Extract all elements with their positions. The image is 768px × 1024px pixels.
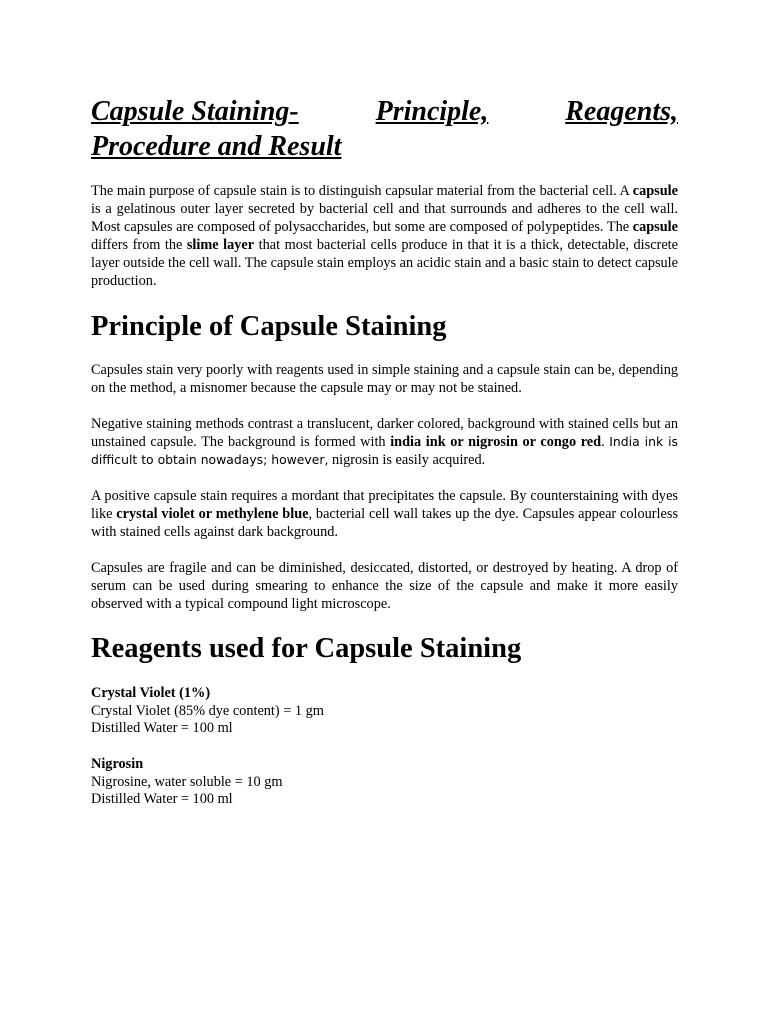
intro-text-2: is a gelatinous outer layer secreted by bacterial cell and that surrounds and adheres to the cell wall. Most capsules are composed of polysaccharides, but some are composed of polypeptides. The: [91, 201, 678, 235]
intro-bold-slime-layer: slime layer: [186, 237, 255, 253]
reagent-line: Nigrosine, water soluble = 10 gm: [91, 773, 283, 790]
principle-paragraph-2: [91, 415, 678, 469]
principle-paragraph-1: Capsules stain very poorly with reagents used in simple staining and a capsule stain can be, depending on the method, a misnomer because the capsule may or may not be stained.: [91, 362, 678, 396]
title-word-2: Principle,: [375, 96, 489, 127]
intro-text-3: differs from the: [91, 237, 187, 253]
reagent-line: Distilled Water = 100 ml: [91, 791, 233, 807]
principle-p2-sans-text: India ink is difficult to obtain nowadays; however,: [91, 434, 678, 467]
principle-paragraph-4: Capsules are fragile and can be diminished, desiccated, distorted, or destroyed by heating. A drop of serum can be used during smearing to enhance the size of the capsule and make it more easily observed with a typical compound light microscope.: [91, 560, 678, 612]
principle-p2-bold: india ink or nigrosin or congo red: [390, 434, 602, 450]
title-word-3: Reagents,: [565, 96, 678, 127]
reagent-crystal-violet: [91, 685, 678, 738]
principle-p2-text-2: .: [601, 434, 610, 450]
title-line-1: [91, 94, 678, 129]
reagents-heading: Reagents used for Capsule Staining: [91, 633, 522, 664]
intro-text-1: The main purpose of capsule stain is to distinguish capsular material from the bacterial cell. A: [91, 183, 633, 199]
reagent-name: Crystal Violet (1%): [91, 685, 211, 701]
principle-p3-bold: crystal violet or methylene blue: [116, 506, 309, 522]
intro-text-4: that most bacterial cells produce in that it is a thick, detectable, discrete layer outside the cell wall. The capsule stain employs an acidic stain and a basic stain to detect capsule production.: [91, 237, 678, 289]
intro-bold-capsule-1: capsule: [632, 183, 678, 199]
intro-bold-capsule-2: capsule: [632, 219, 678, 235]
intro-paragraph: [91, 182, 678, 290]
principle-heading: Principle of Capsule Staining: [91, 311, 447, 342]
page-title: [91, 94, 678, 164]
reagent-line: Crystal Violet (85% dye content) = 1 gm: [91, 702, 324, 719]
reagent-line: Distilled Water = 100 ml: [91, 720, 233, 736]
principle-p3-text-2: , bacterial cell wall takes up the dye. Capsules appear colourless with stained cells against dark background.: [91, 506, 679, 540]
title-word-1: Capsule Staining-: [91, 96, 299, 127]
principle-p2-text-1: Negative staining methods contrast a translucent, darker colored, background with stained cells but an unstained capsule. The background is formed with: [91, 416, 678, 450]
reagent-nigrosin: [91, 756, 678, 809]
reagent-name: Nigrosin: [91, 756, 144, 772]
principle-paragraph-3: [91, 487, 678, 541]
principle-p3-text-1: A positive capsule stain requires a mordant that precipitates the capsule. By counterstaining with dyes like: [91, 488, 678, 522]
title-line-2: Procedure and Result: [91, 131, 342, 162]
principle-p2-text-3: nigrosin is easily acquired.: [328, 452, 486, 468]
